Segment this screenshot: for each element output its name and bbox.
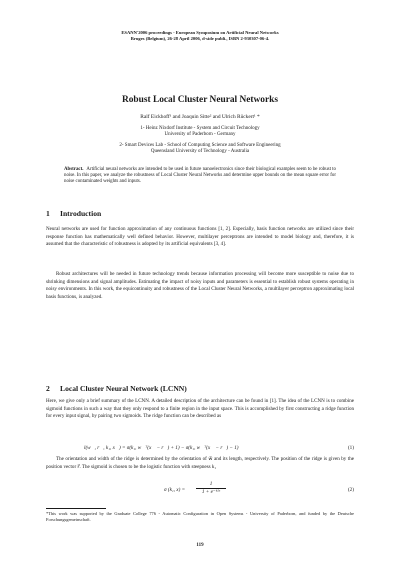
footnote: *This work was supported by the Graduate College 776 - Automatic Configuration in Open Systems - University of Paderborn, and funded by the Deutsche Forschungsgemeinschaft. [46,511,354,522]
section-number: 2 [46,384,50,393]
section-heading-introduction [46,209,101,218]
abstract-label: Abstract. [64,167,84,172]
paper-title: Robust Local Cluster Neural Networks [121,95,279,105]
lcnn-paragraph-1: Here, we give only a brief summary of the LCNN. A detailed description of the architecture can be found in [1]. The idea of the LCNN is to combine sigmoid functions in such a way that they only respond to a finite region in the input space. This is accomplished by first constructing a ridge function for every input signal, by pairing two sigmoids. The ridge function can be described as [46,398,354,420]
intro-paragraph-1: Neural networks are used for function approximation of any continuous functions [1, 2]. Especially, basis function networks are utilized since their response function has mathematically well defined behavior. However, multilayer perceptrons are intended to model biology and, therefore, it is assumed that the characteristic of robustness is adopted by its artificial equivalents [3, 4]. [46,226,354,248]
abstract-text: Artificial neural networks are intended to be used in future nanoelectronics since their biological examples seem to be robust to noise. In this paper, we analyze the robustness of Local Cluster Neural Networks and determine upper bounds on the mean square error for noise contaminated weights and inputs. [64,167,336,185]
affiliation-2-line-1: 2- Smart Devices Lab - School of Computing Science and Software Engineering [119,143,281,148]
section-heading-lcnn [46,384,187,393]
lcnn-paragraph-2: The orientation and width of the ridge is determined by the orientation of w⃗ and its length, respectively. The position of the ridge is given by the position vector r⃗. The sigmoid is chosen to be the logistic function with steepness k₁ [46,456,354,470]
abstract [64,167,336,185]
affiliation-2 [0,143,400,156]
equation-1-expression: l(w⃗, r⃗, k₁, x⃗) = σ(k₁, w⃗ᵀ(x⃗ − r⃗) + 1) − σ(k₁, w⃗ᵀ(x⃗ − r⃗) − 1) [84,445,239,451]
fraction-denominator: 1 + e⁻ᵏ¹ˣ [201,489,221,495]
fraction-numerator: 1 [209,481,213,487]
affiliation-2-line-2: Queensland University of Technology - Australia [150,149,250,155]
author-list: Ralf Eickhoff¹ and Joaquin Sitte² and Ulrich Rückert¹ * [140,114,260,120]
equation-2-lhs: σ (k₁, x) = [164,487,186,493]
affiliation-1 [0,126,400,139]
section-number: 1 [46,209,50,218]
page-number: 119 [196,543,204,548]
header-line-2: Bruges (Belgium), 26-28 April 2006, d-side publi., ISBN 2-930307-06-4. [130,36,270,41]
equation-2-number: (2) [347,487,354,493]
affiliation-1-line-1: 1- Heinz Nixdorf Institute - System and Circuit Technology [140,126,260,131]
proceedings-header [0,30,400,42]
equation-2-fraction [196,481,226,495]
section-title: Introduction [60,209,102,218]
equation-2 [46,481,354,499]
affiliation-1-line-2: University of Paderborn - Germany [164,132,236,138]
footnote-divider [46,508,106,509]
section-title: Local Cluster Neural Network (LCNN) [60,384,187,393]
equation-1-number: (1) [347,445,354,451]
header-line-1: ESANN'2006 proceedings - European Symposium on Artificial Neural Networks [121,30,279,35]
intro-paragraph-2: Robust architectures will be needed in future technology trends because information processing will become more susceptible to noise due to shrinking dimensions and signal amplitudes. Estimating the impact of noisy inputs and parameters is essential to establish robust systems operating in noisy environments. In this work, the equicontinuity and robustness of the Local Cluster Neural Networks, a multilayer perceptron approximating local basis functions, is analyzed. [46,271,354,300]
